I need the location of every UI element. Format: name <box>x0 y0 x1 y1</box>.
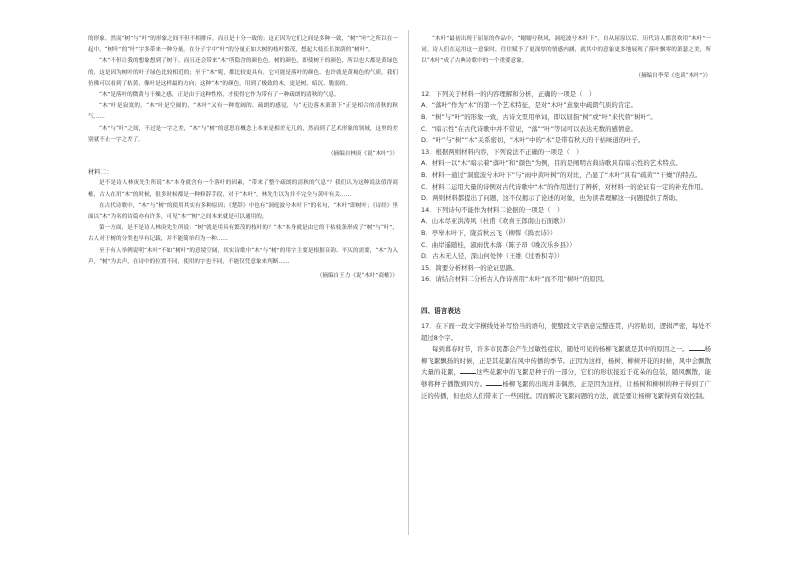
paragraph: 至于有人举例说明“木叶”不如“树叶”的意境空阔，其实诗歌中“木”与“树”的用字主要是根据音韵、平仄的需要，“木”为入声，“树”为去声，在诗中的位置不同，使用的字也不同，不能仅凭意象来判断…… <box>88 247 398 265</box>
question-12 <box>421 89 711 147</box>
section-title: 四、语言表达 <box>421 306 461 315</box>
paragraph: 是不是诗人林庚先生所说“木”本身就含有一个落叶的因素，“带来了整个疏朗的清秋的气息”？我们认为这种说法值得商榷，古人在用“木”的时候，很多时候都是一种修辞手段，对于“木叶”，林先生以为并不完全与黄叶有关…… <box>88 180 398 198</box>
passage-text: 杨柳飞絮的出现并非偶然，正是因为这样，让杨树和柳树的种子得到了广泛的传播，但也给人们带来了一些困扰。因而解决飞絮问题的方法，就是要让杨柳飞絮得到有效控制。 <box>421 380 712 400</box>
source-citation: （摘编自李荣《也谈“木叶”》） <box>635 72 711 79</box>
question-14 <box>421 205 711 263</box>
paragraph: “木”是落叶的微黄与干燥之感，正是由于这种性格，才使得它作为带有了一种疏朗的清秋的气息。 <box>99 92 340 99</box>
passage-text: 杨柳飞絮飘扬的时候，正是其花絮在风中传播的季节。正因为这样，杨树、柳树开花的时候，风中会飘散大量的花絮， <box>421 345 712 377</box>
option-c[interactable]: C．“暗示性”在古代诗歌中并不常见，“落”“叶”等词可以表达无数的感情意。 <box>421 124 638 133</box>
option-c[interactable]: C．材料二运用大量的诗例对古代诗歌中“木”的作用进行了辨析，对材料一的论证有一定的补充作用。 <box>421 182 707 191</box>
option-b[interactable]: B．“树”与“叶”的形象一致，古诗文里用单词，即以屈指“树”或“叶”来代替“树叶”。 <box>421 113 657 121</box>
question-17-passage <box>421 344 711 402</box>
question-16: 16．请结合材料二分析古人作诗喜用“木叶”而不用“树叶”的原因。 <box>421 275 609 284</box>
option-a[interactable]: A．材料一以“木”暗示着“落叶”和“颜色”为例，目的是阐明古典诗歌具有暗示性的艺术特点。 <box>421 159 682 168</box>
option-d[interactable]: D．古木无人径，深山何处钟（王维《过香积寺》） <box>421 252 564 261</box>
paragraph: “木”与“叶”之间，不过是一字之差，“木”与“树”的意思在概念上本来是相差无几的，然而到了艺术形象的领域，这里的差别就不止一字之差了。 <box>88 125 398 143</box>
paragraph: “木”叶是寂寞的，“木”叶是空阔的，“木叶”又有一种宽阔的、疏朗的感觉，与“无边落木萧萧下”正是相合的清秋的秋气…… <box>88 103 398 121</box>
question-stem: 13．根据两则材料内容，下列说法不正确的一项是（ ） <box>421 147 583 156</box>
source-citation: （摘编自王力《说“木叶”商榷》） <box>316 273 398 280</box>
question-17-stem: 17．在下面一段文字横线处补写恰当的语句，使整段文字语意完整连贯，内容贴切，逻辑严密，每处不超过8个字。 <box>421 322 711 342</box>
paragraph: 在古代诗歌中，“木”与“树”的使用其实有多种原因；《楚辞》中也有“洞庭波兮木叶下”的名句，“木叶”即树叶；《诗经》里面以“木”为名的诗篇亦有许多，可见“木”“树”之间本来就是可以通用的。 <box>88 202 398 221</box>
answer-blank-3[interactable] <box>486 379 502 386</box>
question-stem: 14．下列诗句不能作为材料二论据的一项是（ ） <box>421 205 564 214</box>
option-c[interactable]: C．曲岸遥随桂，淑雨优木落（陈子昂《晚次乐乡县》） <box>421 240 576 249</box>
paragraph: 第一方面，是不是诗人林庚先生所说：“树”就是用具有繁茂的枝叶的？“木”本身就是由它的干枯枝条形成了“树”与“叶”，古人对于树的分类也早有记载，并不能简单归为一种…… <box>88 225 398 243</box>
option-d[interactable]: D．“叶”与“树”“木”关系密切，“木叶”中的“木”是带有秋天的干枯味道的叶子。 <box>421 136 645 145</box>
passage-text: 这些花絮中的飞絮是种子的一部分，它们的形状接近于花朵的包装，随风飘散，能够将种子播散到四方。 <box>421 368 712 389</box>
option-b[interactable]: B．亭皋木叶下，陇首秋云飞（柳恽《捣衣诗》） <box>421 228 557 237</box>
paragraph: “木”不但让我的想象想到了树干，而且还会带来“木”所隐含的颜色色。树的颜色，即使树干的颜色，所以也大都是黄绿色的，这是因为树叶的叶子绿色比较相近的；至于“木”呢，都比较更具有，它可能是落叶的颜色，也许就是黄褐色的气质，我们仿佛可以看到了枯黄，像叶是这样最的方向；这种“木”的颜色，用到了极致的木，更是树、暗沉、脆弱的。 <box>88 58 398 87</box>
left-column <box>88 34 398 289</box>
paragraph: “木叶”最初出现于屈原的作品中，“嫋嫋兮秋风，洞庭波兮木叶下”，自从屈原以后，历代诗人都喜欢用“木叶”一词。诗人们在运用这一意象时，往往赋予了更深厚的情感内涵，就其中的意象更多地展现了落叶飘零的萧瑟之美，所以“木叶”成了古典诗歌中的一个重要意象。 <box>421 36 711 65</box>
paragraph: 的形象。然而“树”与“叶”的形象之间不但不相排斥，而且是十分一致的；这正因为它们之间是多种一致，“树”“叶”之所以在一起中，“树叶”的“叶”字多带来一种分量。在分子字中“叶”的分量正如大树的枝叶繁茂，想起大枝长长浓荫的“树叶”。 <box>88 36 398 54</box>
option-a[interactable]: A．山木尽亚洪涛风（杜甫《欢喜王郎南山石面歌》） <box>421 217 570 226</box>
question-15: 15．简要分析材料一的论证思路。 <box>421 263 519 272</box>
option-a[interactable]: A．“落叶”作为“木”的第一个艺术特征，是对“木叶”意象中疏朗气质的肯定。 <box>421 101 637 110</box>
option-b[interactable]: B．材料一通过“洞庭波兮木叶下”与“雨中黄叶树”的对比，凸显了“木叶”具有“疏黄”“干燥”的特点。 <box>421 170 702 179</box>
right-column <box>421 34 711 402</box>
answer-blank-1[interactable] <box>689 344 705 351</box>
answer-blank-2[interactable] <box>460 367 476 374</box>
material-heading: 材料二： <box>88 169 113 177</box>
column-divider <box>408 30 409 535</box>
option-d[interactable]: D．两则材料都提出了问题，这不仅揭示了论述的对象，也为读者理解这一问题提供了帮助。 <box>421 194 682 203</box>
source-citation: （摘编自林庚《说“木叶”》） <box>327 151 398 158</box>
passage-text: 每到暮春时节，许多市民都会产生过敏性症状，随处可见的杨柳飞絮就是其中的原因之一。 <box>432 345 689 354</box>
question-13 <box>421 147 711 205</box>
question-stem: 12．下列关于材料一的内容理解和分析，正确的一项是（ ） <box>421 89 596 98</box>
